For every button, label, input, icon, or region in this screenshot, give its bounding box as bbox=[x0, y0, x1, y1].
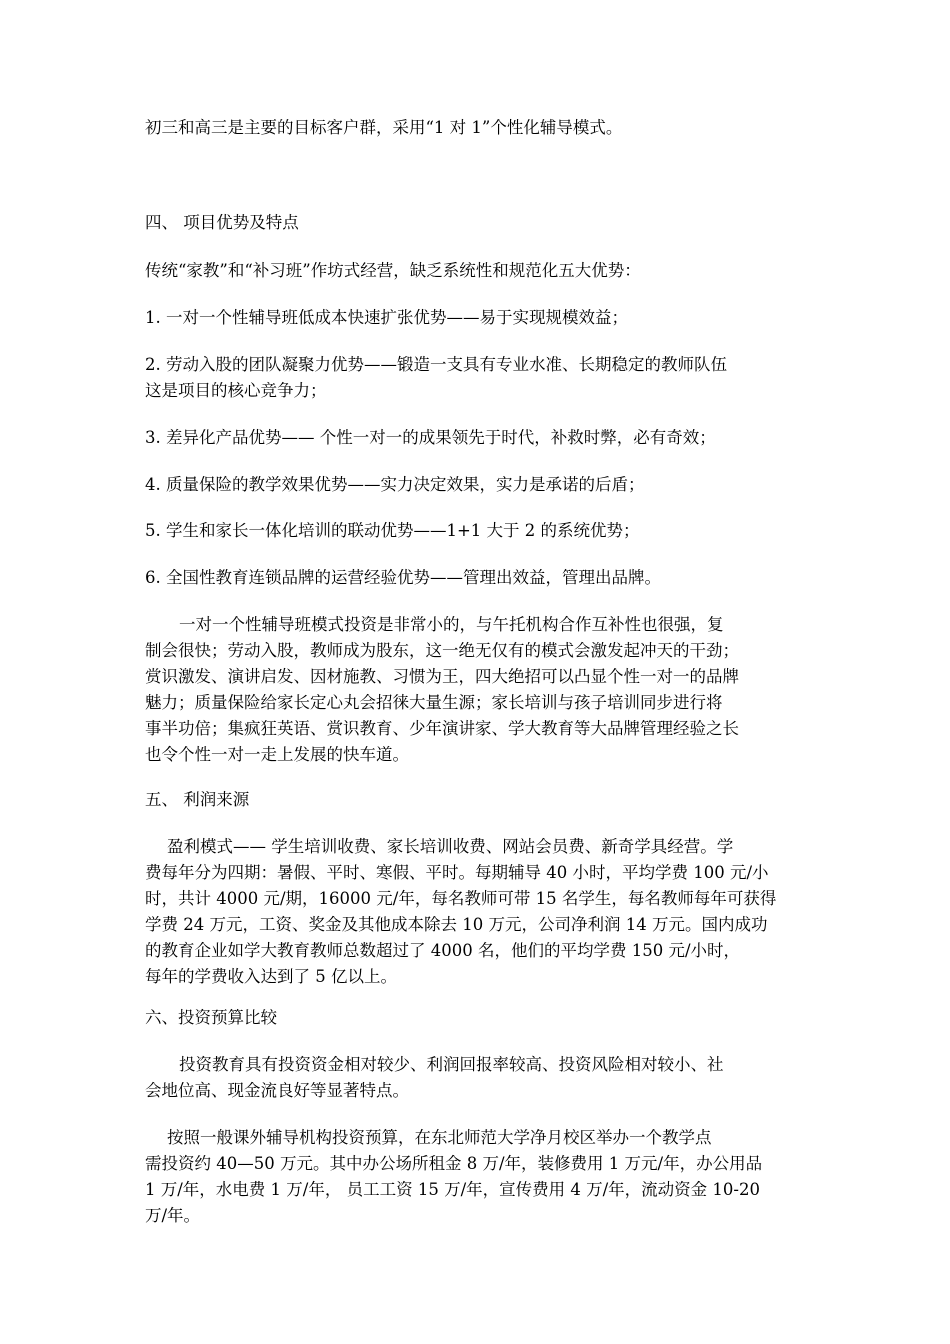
heading-text: 四、 项目优势及特点 bbox=[145, 213, 299, 232]
text-line: 费每年分为四期：暑假、平时、寒假、平时。每期辅导 40 小时，平均学费 100 元/小 bbox=[145, 863, 769, 882]
section6-para1 bbox=[145, 1052, 815, 1104]
text-line: 3. 差异化产品优势—— 个性一对一的成果领先于时代，补救时弊，必有奇效； bbox=[145, 428, 716, 447]
text-line: 魅力；质量保险给家长定心丸会招徕大量生源；家长培训与孩子培训同步进行将 bbox=[145, 693, 723, 712]
text-line: 4. 质量保险的教学效果优势——实力决定效果，实力是承诺的后盾； bbox=[145, 475, 645, 494]
text-line: 事半功倍；集疯狂英语、赏识教育、少年演讲家、学大教育等大品牌管理经验之长 bbox=[145, 719, 739, 738]
advantage-item-3 bbox=[145, 425, 815, 451]
text-line: 初三和高三是主要的目标客户群，采用“1 对 1”个性化辅导模式。 bbox=[145, 118, 623, 137]
text-line: 传统“家教”和“补习班”作坊式经营，缺乏系统性和规范化五大优势： bbox=[145, 261, 641, 280]
text-line: 5. 学生和家长一体化培训的联动优势——1+1 大于 2 的系统优势； bbox=[145, 521, 640, 540]
text-line: 盈利模式—— 学生培训收费、家长培训收费、网站会员费、新奇学具经营。学 bbox=[167, 837, 734, 856]
text-line: 会地位高、现金流良好等显著特点。 bbox=[145, 1081, 409, 1100]
text-line: 1. 一对一个性辅导班低成本快速扩张优势——易于实现规模效益； bbox=[145, 308, 628, 327]
text-line: 的教育企业如学大教育教师总数超过了 4000 名，他们的平均学费 150 元/小时， bbox=[145, 941, 741, 960]
text-line: 6. 全国性教育连锁品牌的运营经验优势——管理出效益，管理出品牌。 bbox=[145, 568, 661, 587]
advantage-item-2 bbox=[145, 352, 815, 404]
text-line: 投资教育具有投资资金相对较少、利润回报率较高、投资风险相对较小、社 bbox=[179, 1055, 724, 1074]
text-line: 万/年。 bbox=[145, 1206, 201, 1225]
text-line: 赏识激发、演讲启发、因材施教、习惯为王，四大绝招可以凸显个性一对一的品牌 bbox=[145, 667, 739, 686]
text-line: 2. 劳动入股的团队凝聚力优势——锻造一支具有专业水准、长期稳定的教师队伍 bbox=[145, 355, 727, 374]
text-line: 1 万/年，水电费 1 万/年， 员工工资 15 万/年，宣传费用 4 万/年，流动资金 10-20 bbox=[145, 1180, 760, 1199]
text-line: 学费 24 万元，工资、奖金及其他成本除去 10 万元，公司净利润 14 万元。国内成功 bbox=[145, 915, 768, 934]
section-heading-4 bbox=[145, 210, 815, 236]
text-line: 每年的学费收入达到了 5 亿以上。 bbox=[145, 967, 397, 986]
advantage-item-5 bbox=[145, 518, 815, 544]
section6-para2 bbox=[145, 1125, 815, 1229]
text-line: 时，共计 4000 元/期，16000 元/年，每名教师可带 15 名学生，每名教师每年可获得 bbox=[145, 889, 777, 908]
text-line: 按照一般课外辅导机构投资预算，在东北师范大学净月校区举办一个教学点 bbox=[167, 1128, 712, 1147]
text-line: 这是项目的核心竞争力； bbox=[145, 381, 327, 400]
text-line: 也令个性一对一走上发展的快车道。 bbox=[145, 745, 409, 764]
advantage-item-6 bbox=[145, 565, 815, 591]
section4-lead bbox=[145, 258, 815, 284]
section-heading-5 bbox=[145, 787, 815, 813]
text-line: 需投资约 40—50 万元。其中办公场所租金 8 万/年，装修费用 1 万元/年，办公用品 bbox=[145, 1154, 763, 1173]
text-line: 一对一个性辅导班模式投资是非常小的，与午托机构合作互补性也很强，复 bbox=[179, 615, 724, 634]
section5-body bbox=[145, 834, 815, 990]
section-heading-6 bbox=[145, 1005, 815, 1031]
intro-paragraph bbox=[145, 115, 815, 141]
advantage-item-4 bbox=[145, 472, 815, 498]
section4-summary bbox=[145, 612, 815, 768]
text-line: 制会很快；劳动入股，教师成为股东，这一绝无仅有的模式会激发起冲天的干劲； bbox=[145, 641, 739, 660]
heading-text: 五、 利润来源 bbox=[145, 790, 250, 809]
heading-text: 六、投资预算比较 bbox=[145, 1008, 277, 1027]
advantage-item-1 bbox=[145, 305, 815, 331]
